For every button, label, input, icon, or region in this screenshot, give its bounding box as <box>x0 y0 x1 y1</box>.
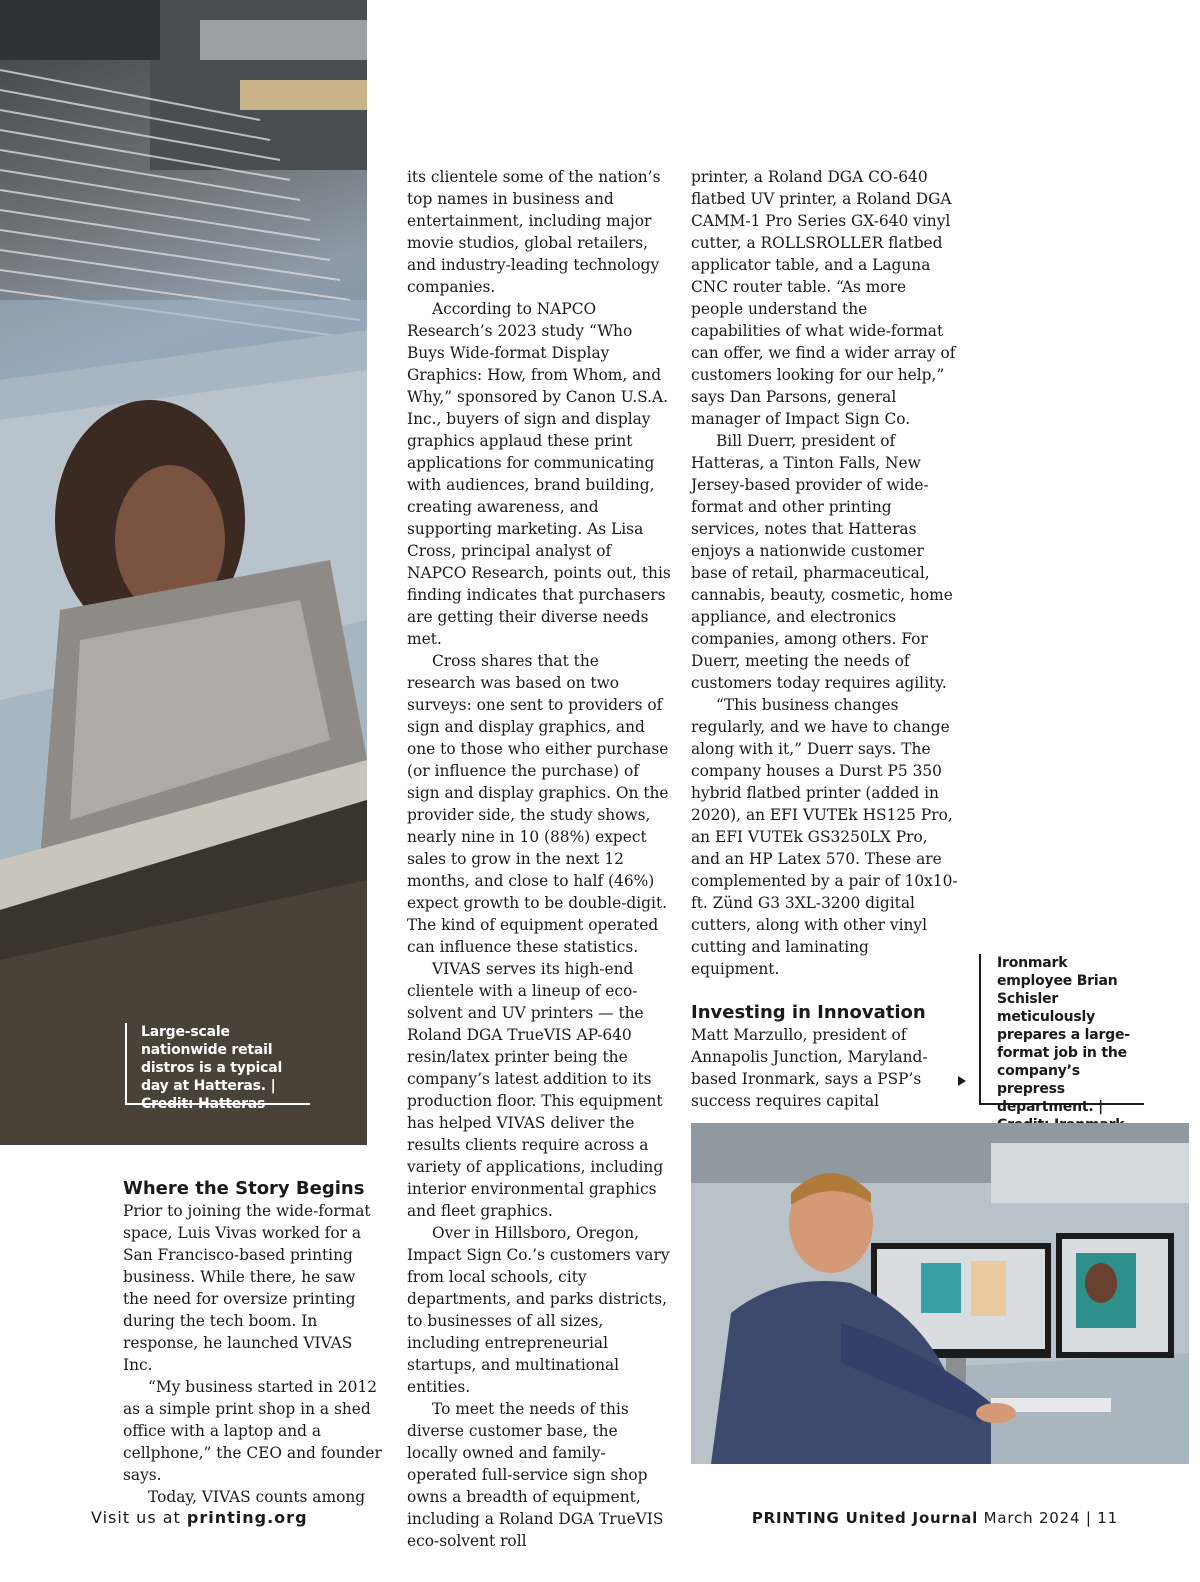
hatteras-photo <box>0 0 367 1145</box>
paragraph: its clientele some of the nation’s top names in business and entertainment, including major movie studios, global retailers, and industry-leading technology companies. <box>407 168 661 296</box>
paragraph: Bill Duerr, president of Hatteras, a Tinton Falls, New Jersey-based provider of wide-format and other printing services, notes that Hatteras enjoys a nationwide customer base of retail, pharmaceutical, cannabis, beauty, cosmetic, home appliance, and electronics companies, among others. For Duerr, meeting the needs of customers today requires agility. <box>691 432 953 692</box>
footer-website-link[interactable]: printing.org <box>186 1508 308 1527</box>
hatteras-photo-art <box>0 0 367 1145</box>
footer-publication-name: PRINTING United Journal <box>751 1509 979 1527</box>
paragraph: printer, a Roland DGA CO-640 flatbed UV printer, a Roland DGA CAMM-1 Pro Series GX-640 vinyl cutter, a ROLLSROLLER flatbed applicator table, and a Laguna CNC router table. “As more people understand the capabilities of what wide-format can offer, we find a wider array of customers looking for our help,” says Dan Parsons, general manager of Impact Sign Co. <box>691 168 956 428</box>
paragraph: Matt Marzullo, president of Annapolis Junction, Maryland-based Ironmark, says a PSP’s success requires capital <box>691 1026 928 1110</box>
footer-visit-label: Visit us at <box>91 1508 187 1527</box>
paragraph: Today, VIVAS counts among <box>148 1488 366 1506</box>
paragraph: Over in Hillsboro, Oregon, Impact Sign Co.’s customers vary from local schools, city departments, and parks districts, to businesses of all sizes, including entrepreneurial startups, and multinational entities. <box>407 1224 670 1396</box>
paragraph: “This business changes regularly, and we have to change along with it,” Duerr says. The company houses a Durst P5 350 hybrid flatbed printer (added in 2020), an EFI VUTEk HS125 Pro, an EFI VUTEk GS3250LX Pro, and an HP Latex 570. These are complemented by a pair of 10x10-ft. Zünd G3 3XL-3200 digital cutters, along with other vinyl cutting and laminating equipment. <box>691 696 958 978</box>
article-column-1 <box>123 1178 385 1508</box>
hatteras-photo-caption: Large-scale nationwide retail distros is a typical day at Hatteras. | Credit: Hatteras <box>141 1024 283 1112</box>
paragraph: “My business started in 2012 as a simple print shop in a shed office with a laptop and a cellphone,” the CEO and founder says. <box>123 1378 382 1484</box>
ironmark-photo-caption: Ironmark employee Brian Schisler meticulously prepares a large-format job in the company’s prepress department. | <box>997 955 1130 1115</box>
paragraph: To meet the needs of this diverse customer base, the locally owned and family-operated full-service sign shop owns a breadth of equipment, including a Roland DGA TrueVIS eco-solvent roll <box>407 1400 664 1550</box>
ironmark-photo <box>691 1123 1189 1464</box>
article-column-3 <box>691 166 959 1112</box>
footer-folio <box>752 1508 1118 1528</box>
section-heading-story-begins: Where the Story Begins <box>123 1178 365 1199</box>
paragraph: Cross shares that the research was based on two surveys: one sent to providers of sign and display graphics, and one to those who either purchase (or influence the purchase) of sign and display graphics. On the provider side, the study shows, nearly nine in 10 (88%) expect sales to grow in the next 12 months, and close to half (46%) expect growth to be double-digit. The kind of equipment operated can influence these statistics. <box>407 652 669 956</box>
paragraph: Prior to joining the wide-format space, Luis Vivas worked for a San Francisco-based printing business. While there, he saw the need for oversize printing during the tech boom. In response, he launched VIVAS Inc. <box>123 1202 371 1374</box>
ironmark-photo-art <box>691 1123 1189 1464</box>
footer-issue-page: March 2024 | 11 <box>978 1509 1118 1527</box>
paragraph: VIVAS serves its high-end clientele with a lineup of eco-solvent and UV printers — the Roland DGA TrueVIS AP-640 resin/latex printer being the company’s latest addition to its production floor. This equipment has helped VIVAS deliver the results clients require across a variety of applications, including interior environmental graphics and fleet graphics. <box>407 960 664 1220</box>
section-heading-investing: Investing in Innovation <box>691 1002 926 1023</box>
article-column-2 <box>407 166 672 1552</box>
hatteras-photo-caption-box <box>125 1023 310 1112</box>
paragraph: According to NAPCO Research’s 2023 study “Who Buys Wide-format Display Graphics: How, from Whom, and Why,” sponsored by Canon U.S.A. Inc., buyers of sign and display graphics applaud these print applications for communicating with audiences, brand building, creating awareness, and supporting marketing. As Lisa Cross, principal analyst of NAPCO Research, points out, this finding indicates that purchasers are getting their diverse needs met. <box>407 300 671 648</box>
ironmark-photo-caption-box <box>979 954 1144 1115</box>
caption-pointer-arrow-icon <box>958 1076 966 1086</box>
footer-website <box>91 1508 308 1528</box>
